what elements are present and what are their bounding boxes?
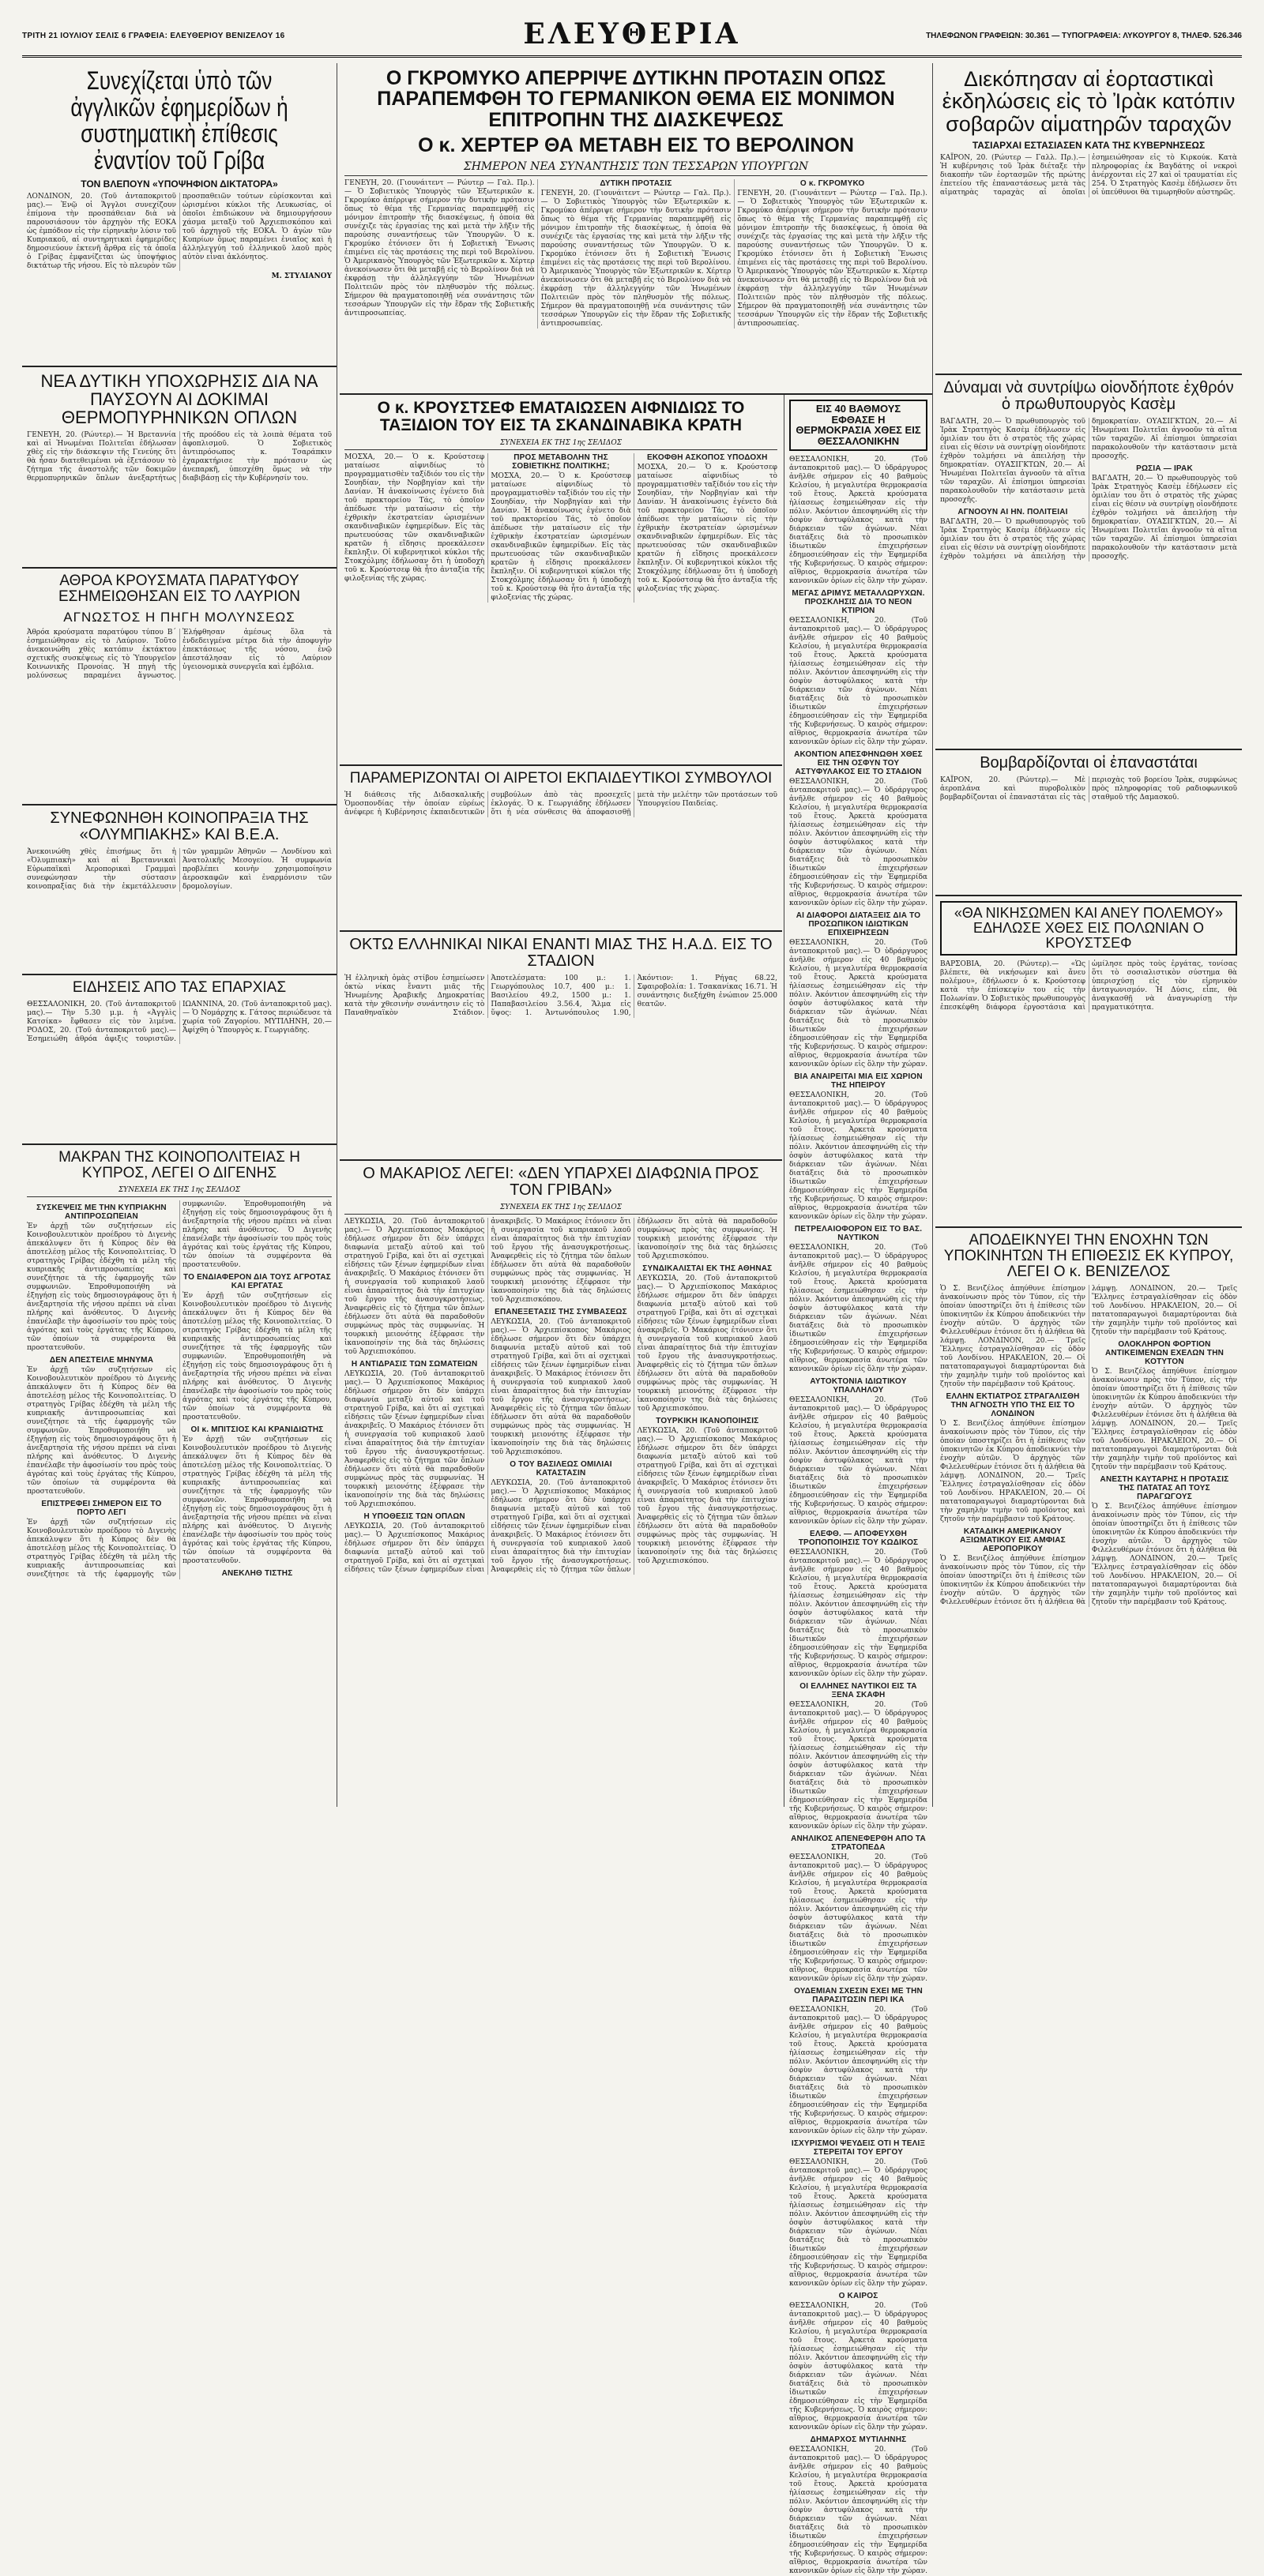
minihead: ΕΠΑΝΕΞΕΤΑΣΙΣ ΤΗΣ ΣΥΜΒΑΣΕΩΣ [495,1308,627,1316]
headline: Ο κ. ΚΡΟΥΣΤΣΕΦ ΕΜΑΤΑΙΩΣΕΝ ΑΙΦΝΙΔΙΩΣ ΤΟ ΤΑΞΙΔΙΟΝ ΤΟΥ ΕΙΣ ΤΑ ΣΚΑΝΔΙΝΑΒΙΚΑ ΚΡΑΤΗ [377,399,745,435]
deck: ΣΥΝΕΧΕΙΑ ΕΚ ΤΗΣ 1ης ΣΕΛΙΔΟΣ [344,1204,777,1215]
body-text: ΘΕΣΣΑΛΟΝΙΚΗ, 20. (Τοῦ ἀνταποκριτοῦ μας).— Ὁ ὑδράργυρος ἀνῆλθε σήμερον εἰς 40 βαθμοὺς Κελσίου, ἡ μεγαλυτέρα θερμοκρασία τοῦ ἔτους. Ἀρκετὰ κρούσματα ἡλίασεως ἐσημειώθησαν εἰς τὴν πόλιν. Ἀκόντιον ἀπεσφηνώθη εἰς τὴν ὀσφὺν ἀστυφύλακος κατὰ τὴν διάρκειαν τῶν ἀγώνων. Νέαι διατάξεις διὰ τὸ προσωπικὸν ἰδιωτικῶν ἐπιχειρήσεων ἐδημοσιεύθησαν εἰς τὴν Ἐφημερίδα τῆς Κυβερνήσεως. Ὁ καιρὸς σήμερον: αἴθριος, θερμοκρασία ἀνωτέρα τῶν κανονικῶν ὁρίων εἰς ὅλην τὴν χώραν. [789,2157,927,2288]
body-text: ΘΕΣΣΑΛΟΝΙΚΗ, 20. (Τοῦ ἀνταποκριτοῦ μας).— Ὁ ὑδράργυρος ἀνῆλθε σήμερον εἰς 40 βαθμοὺς Κελσίου, ἡ μεγαλυτέρα θερμοκρασία τοῦ ἔτους. Ἀρκετὰ κρούσματα ἡλίασεως ἐσημειώθησαν εἰς τὴν πόλιν. Ἀκόντιον ἀπεσφηνώθη εἰς τὴν ὀσφὺν ἀστυφύλακος κατὰ τὴν διάρκειαν τῶν ἀγώνων. Νέαι διατάξεις διὰ τὸ προσωπικὸν ἰδιωτικῶν ἐπιχειρήσεων ἐδημοσιεύθησαν εἰς τὴν Ἐφημερίδα τῆς Κυβερνήσεως. Ὁ καιρὸς σήμερον: αἴθριος, θερμοκρασία ἀνωτέρα τῶν κανονικῶν ὁρίων εἰς ὅλην τὴν χώραν. [789,2005,927,2135]
minihead: ΕΚΟΦΘΗ ΑΣΚΟΠΟΣ ΥΠΟΔΟΧΗ [647,453,768,463]
headline: Βομβαρδίζονται οἱ ἐπαναστάται [980,754,1198,772]
body-text: Ὁ Σ. Βενιζέλος ἀπηύθυνε ἐπίσημον ἀνακοίνωσιν πρὸς τὸν Τύπον, εἰς τὴν ὁποίαν ὑποστηρίζει ὅτι ἡ ἐπίθεσις τῶν ὑποκινητῶν ἐκ Κύπρου ἀποδεικνύει τὴν ἐνοχὴν αὐτῶν. Ὁ ἀρχηγὸς τῶν Φιλελευθέρων ἐτόνισε ὅτι ἡ ἀλήθεια θὰ λάμψῃ. ΛΟΝΔΙΝΟΝ, 20.— Τρεῖς Ἕλληνες ἐστραγαλίσθησαν εἰς ὁδὸν τοῦ Λονδίνου. ΗΡΑΚΛΕΙΟΝ, 20.— Οἱ πατατοπαραγωγοὶ διαμαρτύρονται διὰ τὴν χαμηλὴν τιμὴν τοῦ προϊόντος καὶ ζητοῦν τὴν παρέμβασιν τοῦ Κράτους. [940,1284,1085,1388]
body-text: Ἐν ἀρχῇ τῶν συζητήσεων εἰς Κοινοβουλευτικὸν προέδρου τὸ Διγενὴς ἀπεκάλυψεν ὅτι ἡ Κύπρος δὲν θὰ ἀποτελέσῃ μέλος τῆς Κοινοπολιτείας. Ὁ στρατηγὸς Γρίβας ἐδέχθη τὰ μέλη τῆς κυπριακῆς ἀντιπροσωπείας καὶ συνεζήτησε τὰ τῆς ἐφαρμογῆς τῶν συμφωνιῶν. Ἐπροθυμοποιήθη νὰ ἐξηγήσῃ εἰς τοὺς δημοσιογράφους ὅτι ἡ ἀνεξαρτησία τῆς νήσου πρέπει νὰ εἶναι πλήρης καὶ ἀνόθευτος. Ὁ Διγενὴς ἐπανέλαβε τὴν ἀφοσίωσίν του πρὸς τοὺς ἀγρότας καὶ τοὺς ἐργάτας τῆς Κύπρου, τῶν ὁποίων τὰ συμφέροντα θὰ προστατευθοῦν. [182,1291,332,1421]
minihead: Ο ΚΑΙΡΟΣ [838,2291,878,2300]
article-digenis [22,1145,337,1807]
minihead: ΤΟΥΡΚΙΚΗ ΙΚΑΝΟΠΟΙΗΣΙΣ [656,1417,759,1425]
article-body [344,453,777,603]
article-body: ΘΕΣΣΑΛΟΝΙΚΗ, 20. (Τοῦ ἀνταποκριτοῦ μας).— Τὴν 5.30 μ.μ. ἡ «Ἀγγλὶς Κατσίκα» ἔφθασεν εἰς τὸν λιμένα. ΡΟΔΟΣ, 20. (Τοῦ ἀνταποκριτοῦ μας).— Ἐσημειώθη ἀθρόα ἀφιξις τουριστῶν. ΙΩΑΝΝΙΝΑ, 20. (Τοῦ ἀνταποκριτοῦ μας).— Ὁ Νομάρχης κ. Γάτσος περιώδευσε τὰ χωρία τοῦ Ζαγορίου. ΜΥΤΙΛΗΝΗ, 20.— Ἀφίχθη ὁ Ὑπουργὸς κ. Γεωργιάδης. [27,1000,332,1043]
body-text: ΜΟΣΧΑ, 20.— Ὁ κ. Κρούστσεφ ματαίωσε αἰφνιδίως τὸ προγραμματισθὲν ταξίδιόν του εἰς τὴν Σουηδίαν, τὴν Νορβηγίαν καὶ τὴν Δανίαν. Ἡ ἀνακοίνωσις ἐγένετο διὰ τοῦ πρακτορείου Τάς, τὸ ὁποῖον ἀπέδωσε τὴν ματαίωσιν εἰς τὴν ἐχθρικὴν ἐκστρατείαν ὡρισμένων σκανδιναβικῶν ἐφημερίδων. Εἰς τὰς πρωτευούσας τῶν σκανδιναβικῶν κρατῶν ἡ εἴδησις προεκάλεσεν ἔκπληξιν. Οἱ κυβερνητικοὶ κύκλοι τῆς Στοκχόλμης ἐδήλωσαν ὅτι ἡ ὑποδοχὴ τοῦ κ. Κρούστσεφ θὰ ἦτο ἀνταξία τῆς φιλοξενίας τῆς χώρας. [344,453,485,584]
body-text: ΘΕΣΣΑΛΟΝΙΚΗ, 20. (Τοῦ ἀνταποκριτοῦ μας).— Ὁ ὑδράργυρος ἀνῆλθε σήμερον εἰς 40 βαθμοὺς Κελσίου, ἡ μεγαλυτέρα θερμοκρασία τοῦ ἔτους. Ἀρκετὰ κρούσματα ἡλίασεως ἐσημειώθησαν εἰς τὴν πόλιν. Ἀκόντιον ἀπεσφηνώθη εἰς τὴν ὀσφὺν ἀστυφύλακος κατὰ τὴν διάρκειαν τῶν ἀγώνων. Νέαι διατάξεις διὰ τὸ προσωπικὸν ἰδιωτικῶν ἐπιχειρήσεων ἐδημοσιεύθησαν εἰς τὴν Ἐφημερίδα τῆς Κυβερνήσεως. Ὁ καιρὸς σήμερον: αἴθριος, θερμοκρασία ἀνωτέρα τῶν κανονικῶν ὁρίων εἰς ὅλην τὴν χώραν. [789,2445,927,2575]
column-right [935,63,1242,1807]
headline: ΜΑΚΡΑΝ ΤΗΣ ΚΟΙΝΟΠΟΛΙΤΕΙΑΣ Η ΚΥΠΡΟΣ, ΛΕΓΕΙ Ο ΔΙΓΕΝΗΣ [58,1149,300,1181]
column-left [22,63,337,1807]
minihead: ΑΚΟΝΤΙΟΝ ΑΠΕΣΦΗΝΩΘΗ ΧΘΕΣ ΕΙΣ ΤΗΝ ΟΣΦΥΝ ΤΟΥ ΑΣΤΥΦΥΛΑΚΟΣ ΕΙΣ ΤΟ ΣΤΑΔΙΟΝ [794,749,923,776]
body-text: ΛΕΥΚΩΣΙΑ, 20. (Τοῦ ἀνταποκριτοῦ μας).— Ὁ Ἀρχιεπίσκοπος Μακάριος ἐδήλωσε σήμερον ὅτι δὲν ὑπάρχει διαφωνία μεταξὺ αὐτοῦ καὶ τοῦ στρατηγοῦ Γρίβα, καὶ ὅτι αἱ σχετικαὶ εἰδήσεις τῶν ξένων ἐφημερίδων εἶναι ἀνακριβεῖς. Ὁ Μακάριος ἐτόνισεν ὅτι ἡ συνεργασία τοῦ κυπριακοῦ λαοῦ εἶναι ἀπαραίτητος διὰ τὴν ἐπιτυχίαν τοῦ ἔργου τῆς ἀνασυγκροτήσεως. Ἀναφερθεὶς εἰς τὸ ζήτημα τῶν ὅπλων ἐδήλωσεν ὅτι αὐτὰ θὰ παραδοθοῦν συμφώνως πρὸς τὰς συμφωνίας. Ἡ τουρκικὴ μειονότης ἐξέφρασε τὴν ἱκανοποίησίν της διὰ τὰς δηλώσεις τοῦ Ἀρχιεπισκόπου. [344,1218,631,1574]
deck: ΣΥΝΕΧΕΙΑ ΕΚ ΤΗΣ 1ης ΣΕΛΙΔΟΣ [27,1186,332,1197]
body-text: ΜΟΣΧΑ, 20.— Ὁ κ. Κρούστσεφ ματαίωσε αἰφνιδίως τὸ προγραμματισθὲν ταξίδιόν του εἰς τὴν Σουηδίαν, τὴν Νορβηγίαν καὶ τὴν Δανίαν. Ἡ ἀνακοίνωσις ἐγένετο διὰ τοῦ πρακτορείου Τάς, τὸ ὁποῖον ἀπέδωσε τὴν ματαίωσιν εἰς τὴν ἐχθρικὴν ἐκστρατείαν ὡρισμένων σκανδιναβικῶν ἐφημερίδων. Εἰς τὰς πρωτευούσας τῶν σκανδιναβικῶν κρατῶν ἡ εἴδησις προεκάλεσεν ἔκπληξιν. Οἱ κυβερνητικοὶ κύκλοι τῆς Στοκχόλμης ἐδήλωσαν ὅτι ἡ ὑποδοχὴ τοῦ κ. Κρούστσεφ θὰ ἦτο ἀνταξία τῆς φιλοξενίας τῆς χώρας. [637,464,777,594]
article-olympic-bea [22,805,337,975]
body-text: Ἐν ἀρχῇ τῶν συζητήσεων εἰς Κοινοβουλευτικὸν προέδρου τὸ Διγενὴς ἀπεκάλυψεν ὅτι ἡ Κύπρος δὲν θὰ ἀποτελέσῃ μέλος τῆς Κοινοπολιτείας. Ὁ στρατηγὸς Γρίβας ἐδέχθη τὰ μέλη τῆς κυπριακῆς ἀντιπροσωπείας καὶ συνεζήτησε τὰ τῆς ἐφαρμογῆς τῶν συμφωνιῶν. Ἐπροθυμοποιήθη νὰ ἐξηγήσῃ εἰς τοὺς δημοσιογράφους ὅτι ἡ ἀνεξαρτησία τῆς νήσου πρέπει νὰ εἶναι πλήρης καὶ ἀνόθευτος. Ὁ Διγενὴς ἐπανέλαβε τὴν ἀφοσίωσίν του πρὸς τοὺς ἀγρότας καὶ τοὺς ἐργάτας τῆς Κύπρου, τῶν ὁποίων τὰ συμφέροντα θὰ προστατευθοῦν. [182,1435,332,1565]
minihead: ΙΣΧΥΡΙΣΜΟΙ ΨΕΥΔΕΙΣ ΟΤΙ Η ΤΕΛΙΞ ΣΤΕΡΕΙΤΑΙ ΤΟΥ ΕΡΓΟΥ [791,2139,926,2157]
newspaper-title: ΕΛΕΥΘΕΡΙΑ [523,17,741,51]
headline: ΝΕΑ ΔΥΤΙΚΗ ΥΠΟΧΩΡΗΣΙΣ ΔΙΑ ΝΑ ΠΑΥΣΟΥΝ ΑΙ ΔΟΚΙΜΑΙ ΘΕΡΜΟΠΥΡΗΝΙΚΩΝ ΟΠΛΩΝ [40,371,318,428]
deck: ΣΥΝΕΧΕΙΑ ΕΚ ΤΗΣ 1ης ΣΕΛΙΔΟΣ [344,439,777,450]
article-body: ΓΕΝΕΥΗ, 20. (Ρώυτερ).— Ἡ Βρεταννία καὶ αἱ Ἡνωμέναι Πολιτεῖαι ἐδήλωσαν χθὲς εἰς τὴν διάσκεψιν τῆς Γενεύης ὅτι θὰ ἦσαν διατεθειμέναι νὰ ἐξετάσουν τὸ ζήτημα τῆς ἀναστολῆς τῶν δοκιμῶν θερμοπυρηνικῶν ὅπλων ἀνεξαρτήτως τῆς προόδου εἰς τὰ λοιπὰ θέματα τοῦ ἀφοπλισμοῦ. Ὁ Σοβιετικὸς ἀντιπρόσωπος κ. Τσαράπκιν ἐχαρακτήρισε τὴν πρότασιν ὡς ἀνεπαρκῆ, ὑπεσχέθη ὅμως νὰ τὴν διαβιβάσῃ εἰς τὴν Κυβέρνησίν του. [27,431,332,483]
minihead: ΣΥΣΚΕΨΕΙΣ ΜΕ ΤΗΝ ΚΥΠΡΙΑΚΗΝ ΑΝΤΙΠΡΟΣΩΠΕΙΑΝ [36,1203,167,1221]
date-line: ΤΡΙΤΗ 21 ΙΟΥΛΙΟΥ ΣΕΛΙΣ 6 ΓΡΑΦΕΙΑ: ΕΛΕΥΘΕΡΙΟΥ ΒΕΝΙΖΕΛΟΥ 16 [22,32,285,40]
body-text: ΛΕΥΚΩΣΙΑ, 20. (Τοῦ ἀνταποκριτοῦ μας).— Ὁ Ἀρχιεπίσκοπος Μακάριος ἐδήλωσε σήμερον ὅτι δὲν ὑπάρχει διαφωνία μεταξὺ αὐτοῦ καὶ τοῦ στρατηγοῦ Γρίβα, καὶ ὅτι αἱ σχετικαὶ εἰδήσεις τῶν ξένων ἐφημερίδων εἶναι ἀνακριβεῖς. Ὁ Μακάριος ἐτόνισεν ὅτι ἡ συνεργασία τοῦ κυπριακοῦ λαοῦ εἶναι ἀπαραίτητος διὰ τὴν ἐπιτυχίαν τοῦ ἔργου τῆς ἀνασυγκροτήσεως. Ἀναφερθεὶς εἰς τὸ ζήτημα τῶν ὅπλων ἐδήλωσεν ὅτι αὐτὰ θὰ παραδοθοῦν συμφώνως πρὸς τὰς συμφωνίας. Ἡ τουρκικὴ μειονότης ἐξέφρασε τὴν ἱκανοποίησίν της διὰ τὰς δηλώσεις τοῦ Ἀρχιεπισκόπου. [491,1218,777,1574]
body-text: ΒΑΓΔΑΤΗ, 20.— Ὁ πρωθυπουργὸς τοῦ Ἰρὰκ Στρατηγὸς Κασὲμ ἐδήλωσεν εἰς ὁμιλίαν του ὅτι ὁ στρατὸς τῆς χώρας εἶναι εἰς θέσιν νὰ συντρίψῃ οἱονδήποτε ἐχθρὸν τολμήσει νὰ ἀπειλήσῃ τὴν δημοκρατίαν. ΟΥΑΣΙΓΚΤΩΝ, 20.— Αἱ Ἡνωμέναι Πολιτεῖαι ἀγνοοῦν τὰ αἴτια τῶν ταραχῶν. Αἱ ἐπίσημοι ὑπηρεσίαι παρακολουθοῦν τὴν κατάστασιν μετὰ προσοχῆς. [940,418,1085,504]
signature: Μ. ΣΤΥΛΙΑΝΟΥ [271,272,332,281]
headline: Ο ΜΑΚΑΡΙΟΣ ΛΕΓΕΙ: «ΔΕΝ ΥΠΑΡΧΕΙ ΔΙΑΦΩΝΙΑ ΠΡΟΣ ΤΟΝ ΓΡΙΒΑΝ» [363,1165,759,1199]
minihead: ΑΝΗΛΙΚΟΣ ΑΠΕΝΕΦΕΡΘΗ ΑΠΟ ΤΑ ΣΤΡΑΤΟΠΕΔΑ [791,1834,926,1852]
body-text: ΘΕΣΣΑΛΟΝΙΚΗ, 20. (Τοῦ ἀνταποκριτοῦ μας).— Ὁ ὑδράργυρος ἀνῆλθε σήμερον εἰς 40 βαθμοὺς Κελσίου, ἡ μεγαλυτέρα θερμοκρασία τοῦ ἔτους. Ἀρκετὰ κρούσματα ἡλίασεως ἐσημειώθησαν εἰς τὴν πόλιν. Ἀκόντιον ἀπεσφηνώθη εἰς τὴν ὀσφὺν ἀστυφύλακος κατὰ τὴν διάρκειαν τῶν ἀγώνων. Νέαι διατάξεις διὰ τὸ προσωπικὸν ἰδιωτικῶν ἐπιχειρήσεων ἐδημοσιεύθησαν εἰς τὴν Ἐφημερίδα τῆς Κυβερνήσεως. Ὁ καιρὸς σήμερον: αἴθριος, θερμοκρασία ἀνωτέρα τῶν κανονικῶν ὁρίων εἰς ὅλην τὴν χώραν. [789,777,927,907]
body-text: ΛΕΥΚΩΣΙΑ, 20. (Τοῦ ἀνταποκριτοῦ μας).— Ὁ Ἀρχιεπίσκοπος Μακάριος ἐδήλωσε σήμερον ὅτι δὲν ὑπάρχει διαφωνία μεταξὺ αὐτοῦ καὶ τοῦ στρατηγοῦ Γρίβα, καὶ ὅτι αἱ σχετικαὶ εἰδήσεις τῶν ξένων ἐφημερίδων εἶναι ἀνακριβεῖς. Ὁ Μακάριος ἐτόνισεν ὅτι ἡ συνεργασία τοῦ κυπριακοῦ λαοῦ εἶναι ἀπαραίτητος διὰ τὴν ἐπιτυχίαν τοῦ ἔργου τῆς ἀνασυγκροτήσεως. Ἀναφερθεὶς εἰς τὸ ζήτημα τῶν ὅπλων ἐδήλωσεν ὅτι αὐτὰ θὰ παραδοθοῦν συμφώνως πρὸς τὰς συμφωνίας. Ἡ τουρκικὴ μειονότης ἐξέφρασε τὴν ἱκανοποίησίν της διὰ τὰς δηλώσεις τοῦ Ἀρχιεπισκόπου. [637,1427,777,1565]
minihead: ΟΙ κ. ΜΠΙΤΣΙΟΣ ΚΑΙ ΚΡΑΝΙΔΙΩΤΗΣ [190,1425,324,1434]
article-khrushchev-trip [340,395,782,766]
article-education-councils [340,766,782,932]
body-text: Ἐν ἀρχῇ τῶν συζητήσεων εἰς Κοινοβουλευτικὸν προέδρου τὸ Διγενὴς ἀπεκάλυψεν ὅτι ἡ Κύπρος δὲν θὰ ἀποτελέσῃ μέλος τῆς Κοινοπολιτείας. Ὁ στρατηγὸς Γρίβας ἐδέχθη τὰ μέλη τῆς κυπριακῆς ἀντιπροσωπείας καὶ συνεζήτησε τὰ τῆς ἐφαρμογῆς τῶν συμφωνιῶν. Ἐπροθυμοποιήθη νὰ ἐξηγήσῃ εἰς τοὺς δημοσιογράφους ὅτι ἡ ἀνεξαρτησία τῆς νήσου πρέπει νὰ εἶναι πλήρης καὶ ἀνόθευτος. Ὁ Διγενὴς ἐπανέλαβε τὴν ἀφοσίωσίν του πρὸς τοὺς ἀγρότας καὶ τοὺς ἐργάτας τῆς Κύπρου, τῶν ὁποίων τὰ συμφέροντα θὰ προστατευθοῦν. [27,1200,332,1579]
article-provinces [22,975,337,1145]
article-body: Ἡ διάθεσις τῆς Διδασκαλικῆς Ὁμοσπονδίας τὴν ὁποίαν εὐρέως ἀνέφερε ἡ Κυβέρνησις ἐκπαιδευτικῶν συμβούλων ἀπὸ τὰς προσεχεῖς ἐκλογάς. Ὁ κ. Γεωργιάδης ἐδήλωσεν ὅτι ἡ νέα σύνθεσις θὰ ἀποφασισθῇ μετὰ τὴν μελέτην τῶν προτάσεων τοῦ Ὑπουργείου Παιδείας. [344,790,777,817]
minihead: ΕΛΕΦΘ. — ΑΠΟΦΕΥΧΘΗ ΤΡΟΠΟΠΟΙΗΣΙΣ ΤΟΥ ΚΩΔΙΚΟΣ [798,1529,919,1547]
article-body: ΚΑΪΡΟΝ, 20. (Ρώυτερ — Γαλλ. Πρ.).— Ἡ κυβέρνησις τοῦ Ἰρὰκ διέταξε τὴν διακοπὴν τῶν ἑορτασμῶν τῆς πρώτης ἐπετείου τῆς ἐπαναστάσεως μετὰ τὰς αἱματηρὰς ταραχὰς αἱ ὁποῖαι ἐσημειώθησαν εἰς τὸ Κιρκούκ. Κατὰ πληροφορίας ἐκ Βαγδάτης οἱ νεκροὶ ἀνέρχονται εἰς 27 καὶ οἱ τραυματίαι εἰς 254. Ὁ Στρατηγὸς Κασὲμ ἐδήλωσεν ὅτι οἱ ὑπεύθυνοι θὰ τιμωρηθοῦν αὐστηρῶς. [940,154,1237,197]
body-text: Ὁ Σ. Βενιζέλος ἀπηύθυνε ἐπίσημον ἀνακοίνωσιν πρὸς τὸν Τύπον, εἰς τὴν ὁποίαν ὑποστηρίζει ὅτι ἡ ἐπίθεσις τῶν ὑποκινητῶν ἐκ Κύπρου ἀποδεικνύει τὴν ἐνοχὴν αὐτῶν. Ὁ ἀρχηγὸς τῶν Φιλελευθέρων ἐτόνισε ὅτι ἡ ἀλήθεια θὰ λάμψῃ. ΛΟΝΔΙΝΟΝ, 20.— Τρεῖς Ἕλληνες ἐστραγαλίσθησαν εἰς ὁδὸν τοῦ Λονδίνου. ΗΡΑΚΛΕΙΟΝ, 20.— Οἱ πατατοπαραγωγοὶ διαμαρτύρονται διὰ τὴν χαμηλὴν τιμὴν τοῦ προϊόντος καὶ ζητοῦν τὴν παρέμβασιν τοῦ Κράτους. [1092,1502,1237,1606]
minihead: ΟΙ ΕΛΛΗΝΕΣ ΝΑΥΤΙΚΟΙ ΕΙΣ ΤΑ ΞΕΝΑ ΣΚΑΦΗ [799,1681,917,1699]
headline: «ΘΑ ΝΙΚΗΣΩΜΕΝ ΚΑΙ ΑΝΕΥ ΠΟΛΕΜΟΥ» ΕΔΗΛΩΣΕ ΧΘΕΣ ΕΙΣ ΠΟΛΩΝΙΑΝ Ο ΚΡΟΥΣΤΣΕΦ [940,901,1237,956]
minihead: Η ΑΝΤΙΔΡΑΣΙΣ ΤΩΝ ΣΩΜΑΤΕΙΩΝ [351,1360,478,1369]
body-text: ΘΕΣΣΑΛΟΝΙΚΗ, 20. (Τοῦ ἀνταποκριτοῦ μας).— Ὁ ὑδράργυρος ἀνῆλθε σήμερον εἰς 40 βαθμοὺς Κελσίου, ἡ μεγαλυτέρα θερμοκρασία τοῦ ἔτους. Ἀρκετὰ κρούσματα ἡλίασεως ἐσημειώθησαν εἰς τὴν πόλιν. Ἀκόντιον ἀπεσφηνώθη εἰς τὴν ὀσφὺν ἀστυφύλακος κατὰ τὴν διάρκειαν τῶν ἀγώνων. Νέαι διατάξεις διὰ τὸ προσωπικὸν ἰδιωτικῶν ἐπιχειρήσεων ἐδημοσιεύθησαν εἰς τὴν Ἐφημερίδα τῆς Κυβερνήσεως. Ὁ καιρὸς σήμερον: αἴθριος, θερμοκρασία ἀνωτέρα τῶν κανονικῶν ὁρίων εἰς ὅλην τὴν χώραν. [789,1548,927,1678]
body-text: ΘΕΣΣΑΛΟΝΙΚΗ, 20. (Τοῦ ἀνταποκριτοῦ μας).— Ὁ ὑδράργυρος ἀνῆλθε σήμερον εἰς 40 βαθμοὺς Κελσίου, ἡ μεγαλυτέρα θερμοκρασία τοῦ ἔτους. Ἀρκετὰ κρούσματα ἡλίασεως ἐσημειώθησαν εἰς τὴν πόλιν. Ἀκόντιον ἀπεσφηνώθη εἰς τὴν ὀσφὺν ἀστυφύλακος κατὰ τὴν διάρκειαν τῶν ἀγώνων. Νέαι διατάξεις διὰ τὸ προσωπικὸν ἰδιωτικῶν ἐπιχειρήσεων ἐδημοσιεύθησαν εἰς τὴν Ἐφημερίδα τῆς Κυβερνήσεως. Ὁ καιρὸς σήμερον: αἴθριος, θερμοκρασία ἀνωτέρα τῶν κανονικῶν ὁρίων εἰς ὅλην τὴν χώραν. [789,455,927,585]
body-text: ΘΕΣΣΑΛΟΝΙΚΗ, 20. (Τοῦ ἀνταποκριτοῦ μας).— Ὁ ὑδράργυρος ἀνῆλθε σήμερον εἰς 40 βαθμοὺς Κελσίου, ἡ μεγαλυτέρα θερμοκρασία τοῦ ἔτους. Ἀρκετὰ κρούσματα ἡλίασεως ἐσημειώθησαν εἰς τὴν πόλιν. Ἀκόντιον ἀπεσφηνώθη εἰς τὴν ὀσφὺν ἀστυφύλακος κατὰ τὴν διάρκειαν τῶν ἀγώνων. Νέαι διατάξεις διὰ τὸ προσωπικὸν ἰδιωτικῶν ἐπιχειρήσεων ἐδημοσιεύθησαν εἰς τὴν Ἐφημερίδα τῆς Κυβερνήσεως. Ὁ καιρὸς σήμερον: αἴθριος, θερμοκρασία ἀνωτέρα τῶν κανονικῶν ὁρίων εἰς ὅλην τὴν χώραν. [789,1853,927,1983]
article-body [27,1200,332,1579]
column-center [340,63,933,2575]
minihead: ΟΥΔΕΜΙΑΝ ΣΧΕΣΙΝ ΕΧΕΙ ΜΕ ΤΗΝ ΠΑΡΑΣΙΤΩΣΙΝ ΠΕΡΙ ΙΚΑ [794,1986,923,2004]
article-body: ΚΑΪΡΟΝ, 20. (Ρώυτερ).— Μὲ ἀεροπλάνα καὶ πυροβολικὸν βομβαρδίζονται οἱ ἐπαναστάται εἰς τὰς περιοχὰς τοῦ βορείου Ἰρὰκ, συμφώνως πρὸς πληροφορίας τοῦ ραδιοφωνικοῦ σταθμοῦ τῆς Δαμασκοῦ. [940,776,1237,802]
body-text: ΛΕΥΚΩΣΙΑ, 20. (Τοῦ ἀνταποκριτοῦ μας).— Ὁ Ἀρχιεπίσκοπος Μακάριος ἐδήλωσε σήμερον ὅτι δὲν ὑπάρχει διαφωνία μεταξὺ αὐτοῦ καὶ τοῦ στρατηγοῦ Γρίβα, καὶ ὅτι αἱ σχετικαὶ εἰδήσεις τῶν ξένων ἐφημερίδων εἶναι ἀνακριβεῖς. Ὁ Μακάριος ἐτόνισεν ὅτι ἡ συνεργασία τοῦ κυπριακοῦ λαοῦ εἶναι ἀπαραίτητος διὰ τὴν ἐπιτυχίαν τοῦ ἔργου τῆς ἀνασυγκροτήσεως. Ἀναφερθεὶς εἰς τὸ ζήτημα τῶν ὅπλων ἐδήλωσεν ὅτι αὐτὰ θὰ παραδοθοῦν συμφώνως πρὸς τὰς συμφωνίας. Ἡ τουρκικὴ μειονότης ἐξέφρασε τὴν ἱκανοποίησίν της διὰ τὰς δηλώσεις τοῦ Ἀρχιεπισκόπου. [344,1370,485,1508]
headline: ΣΥΝΕΦΩΝΗΘΗ ΚΟΙΝΟΠΡΑΞΙΑ ΤΗΣ «ΟΛΥΜΠΙΑΚΗΣ» ΚΑΙ Β.Ε.Α. [50,809,309,843]
body-text: Ὁ Σ. Βενιζέλος ἀπηύθυνε ἐπίσημον ἀνακοίνωσιν πρὸς τὸν Τύπον, εἰς τὴν ὁποίαν ὑποστηρίζει ὅτι ἡ ἐπίθεσις τῶν ὑποκινητῶν ἐκ Κύπρου ἀποδεικνύει τὴν ἐνοχὴν αὐτῶν. Ὁ ἀρχηγὸς τῶν Φιλελευθέρων ἐτόνισε ὅτι ἡ ἀλήθεια θὰ λάμψῃ. ΛΟΝΔΙΝΟΝ, 20.— Τρεῖς Ἕλληνες ἐστραγαλίσθησαν εἰς ὁδὸν τοῦ Λονδίνου. ΗΡΑΚΛΕΙΟΝ, 20.— Οἱ πατατοπαραγωγοὶ διαμαρτύρονται διὰ τὴν χαμηλὴν τιμὴν τοῦ προϊόντος καὶ ζητοῦν τὴν παρέμβασιν τοῦ Κράτους. [940,1284,1237,1606]
headline: ΑΘΡΟΑ ΚΡΟΥΣΜΑΤΑ ΠΑΡΑΤΥΦΟΥ ΕΣΗΜΕΙΩΘΗΣΑΝ ΕΙΣ ΤΟ ΛΑΥΡΙΟΝ [58,573,301,605]
article-venizelos [935,1228,1242,1807]
headline-secondary: Ο κ. ΧΕΡΤΕΡ ΘΑ ΜΕΤΑΒΗ ΕΙΣ ΤΟ ΒΕΡΟΛΙΝΟΝ [418,133,854,156]
minihead: ΣΥΝΔΙΚΑΛΙΣΤΑΙ ΕΚ ΤΗΣ ΑΘΗΝΑΣ [642,1264,773,1273]
headline: ΕΙΣ 40 ΒΑΘΜΟΥΣ ΕΦΘΑΣΕ Η ΘΕΡΜΟΚΡΑΣΙΑ ΧΘΕΣ ΕΙΣ ΘΕΣΣΑΛΟΝΙΚΗΝ [789,400,927,451]
body-text: ΓΕΝΕΥΗ, 20. (Γιουνάιτεντ — Ρώυτερ — Γαλ. Πρ.).— Ὁ Σοβιετικὸς Ὑπουργὸς τῶν Ἐξωτερικῶν κ. Γκρομύκο ἀπέρριψε σήμερον τὴν δυτικὴν πρότασιν ὅπως τὸ θέμα τῆς Γερμανίας παραπεμφθῇ εἰς μόνιμον ἐπιτροπὴν τῆς διασκέψεως, ἡ ὁποία θὰ συνέχιζε τὰς ἐργασίας της καὶ μετὰ τὴν λῆξιν τῆς παρούσης συναντήσεως τῶν Ὑπουργῶν. Ὁ κ. Γκρομύκο ἐτόνισεν ὅτι ἡ Σοβιετικὴ Ἕνωσις ἐπιμένει εἰς τὰς προτάσεις της περὶ τοῦ Βερολίνου. Ὁ Ἀμερικανὸς Ὑπουργὸς τῶν Ἐξωτερικῶν κ. Χέρτερ ἀνεκοίνωσεν ὅτι θὰ μεταβῇ εἰς τὸ Βερολίνον διὰ νὰ ἐκφράσῃ τὴν ἀλληλεγγύην τῶν Ἡνωμένων Πολιτειῶν πρὸς τὸν πληθυσμὸν τῆς πόλεως. Σήμερον θὰ πραγματοποιηθῇ νέα συνάντησις τῶν τεσσάρων Ὑπουργῶν εἰς τὴν ἕδραν τῆς Σοβιετικῆς ἀντιπροσωπείας. [344,179,535,317]
body-text: ΛΕΥΚΩΣΙΑ, 20. (Τοῦ ἀνταποκριτοῦ μας).— Ὁ Ἀρχιεπίσκοπος Μακάριος ἐδήλωσε σήμερον ὅτι δὲν ὑπάρχει διαφωνία μεταξὺ αὐτοῦ καὶ τοῦ στρατηγοῦ Γρίβα, καὶ ὅτι αἱ σχετικαὶ εἰδήσεις τῶν ξένων ἐφημερίδων εἶναι ἀνακριβεῖς. Ὁ Μακάριος ἐτόνισεν ὅτι ἡ συνεργασία τοῦ κυπριακοῦ λαοῦ εἶναι ἀπαραίτητος διὰ τὴν ἐπιτυχίαν τοῦ ἔργου τῆς ἀνασυγκροτήσεως. Ἀναφερθεὶς εἰς τὸ ζήτημα τῶν ὅπλων ἐδήλωσεν ὅτι αὐτὰ θὰ παραδοθοῦν συμφώνως πρὸς τὰς συμφωνίας. Ἡ τουρκικὴ μειονότης ἐξέφρασε τὴν ἱκανοποίησίν της διὰ τὰς δηλώσεις τοῦ Ἀρχιεπισκόπου. [637,1275,777,1413]
minihead: Ο ΤΟΥ ΒΑΣΙΛΕΩΣ ΟΜΙΛΙΑΙ ΚΑΤΑΣΤΑΣΙΝ [510,1460,612,1478]
body-text: Ὁ Σ. Βενιζέλος ἀπηύθυνε ἐπίσημον ἀνακοίνωσιν πρὸς τὸν Τύπον, εἰς τὴν ὁποίαν ὑποστηρίζει ὅτι ἡ ἐπίθεσις τῶν ὑποκινητῶν ἐκ Κύπρου ἀποδεικνύει τὴν ἐνοχὴν αὐτῶν. Ὁ ἀρχηγὸς τῶν Φιλελευθέρων ἐτόνισε ὅτι ἡ ἀλήθεια θὰ λάμψῃ. ΛΟΝΔΙΝΟΝ, 20.— Τρεῖς Ἕλληνες ἐστραγαλίσθησαν εἰς ὁδὸν τοῦ Λονδίνου. ΗΡΑΚΛΕΙΟΝ, 20.— Οἱ πατατοπαραγωγοὶ διαμαρτύρονται διὰ τὴν χαμηλὴν τιμὴν τοῦ προϊόντος καὶ ζητοῦν τὴν παρέμβασιν τοῦ Κράτους. [940,1419,1085,1523]
body-text: ΘΕΣΣΑΛΟΝΙΚΗ, 20. (Τοῦ ἀνταποκριτοῦ μας).— Ὁ ὑδράργυρος ἀνῆλθε σήμερον εἰς 40 βαθμοὺς Κελσίου, ἡ μεγαλυτέρα θερμοκρασία τοῦ ἔτους. Ἀρκετὰ κρούσματα ἡλίασεως ἐσημειώθησαν εἰς τὴν πόλιν. Ἀκόντιον ἀπεσφηνώθη εἰς τὴν ὀσφὺν ἀστυφύλακος κατὰ τὴν διάρκειαν τῶν ἀγώνων. Νέαι διατάξεις διὰ τὸ προσωπικὸν ἰδιωτικῶν ἐπιχειρήσεων ἐδημοσιεύθησαν εἰς τὴν Ἐφημερίδα τῆς Κυβερνήσεως. Ὁ καιρὸς σήμερον: αἴθριος, θερμοκρασία ἀνωτέρα τῶν κανονικῶν ὁρίων εἰς ὅλην τὴν χώραν. [789,1395,927,1526]
body-text: ΘΕΣΣΑΛΟΝΙΚΗ, 20. (Τοῦ ἀνταποκριτοῦ μας).— Ὁ ὑδράργυρος ἀνῆλθε σήμερον εἰς 40 βαθμοὺς Κελσίου, ἡ μεγαλυτέρα θερμοκρασία τοῦ ἔτους. Ἀρκετὰ κρούσματα ἡλίασεως ἐσημειώθησαν εἰς τὴν πόλιν. Ἀκόντιον ἀπεσφηνώθη εἰς τὴν ὀσφὺν ἀστυφύλακος κατὰ τὴν διάρκειαν τῶν ἀγώνων. Νέαι διατάξεις διὰ τὸ προσωπικὸν ἰδιωτικῶν ἐπιχειρήσεων ἐδημοσιεύθησαν εἰς τὴν Ἐφημερίδα τῆς Κυβερνήσεως. Ὁ καιρὸς σήμερον: αἴθριος, θερμοκρασία ἀνωτέρα τῶν κανονικῶν ὁρίων εἰς ὅλην τὴν χώραν. [789,1243,927,1373]
contact-line: ΤΗΛΕΦΩΝΟΝ ΓΡΑΦΕΙΩΝ: 30.361 — ΤΥΠΟΓΡΑΦΕΙΑ: ΛΥΚΟΥΡΓΟΥ 8, ΤΗΛΕΦ. 526.346 [926,32,1242,40]
minihead: ΜΕΓΑΣ ΔΡΙΜΥΣ ΜΕΤΑΛΛΩΡΥΧΩΝ. ΠΡΟΣΚΛΗΣΙΣ ΔΙΑ ΤΟ ΝΕΟΝ ΚΤΙΡΙΟΝ [792,588,925,615]
article-win-without-war [935,896,1242,1228]
article-track-field [340,932,782,1161]
minihead: ΑΙ ΔΙΑΦΟΡΟΙ ΔΙΑΤΑΞΕΙΣ ΔΙΑ ΤΟ ΠΡΟΣΩΠΙΚΟΝ ΙΔΙΩΤΙΚΩΝ ΕΠΙΧΕΙΡΗΣΕΩΝ [796,911,921,937]
body-text: Ἐν ἀρχῇ τῶν συζητήσεων εἰς Κοινοβουλευτικὸν προέδρου τὸ Διγενὴς ἀπεκάλυψεν ὅτι ἡ Κύπρος δὲν θὰ ἀποτελέσῃ μέλος τῆς Κοινοπολιτείας. Ὁ στρατηγὸς Γρίβας ἐδέχθη τὰ μέλη τῆς κυπριακῆς ἀντιπροσωπείας καὶ συνεζήτησε τὰ τῆς ἐφαρμογῆς τῶν συμφωνιῶν. Ἐπροθυμοποιήθη νὰ ἐξηγήσῃ εἰς τοὺς δημοσιογράφους ὅτι ἡ ἀνεξαρτησία τῆς νήσου πρέπει νὰ εἶναι πλήρης καὶ ἀνόθευτος. Ὁ Διγενὴς ἐπανέλαβε τὴν ἀφοσίωσίν του πρὸς τοὺς ἀγρότας καὶ τοὺς ἐργάτας τῆς Κύπρου, τῶν ὁποίων τὰ συμφέροντα θὰ προστατευθοῦν. [27,1222,176,1352]
deck: ΣΗΜΕΡΟΝ ΝΕΑ ΣΥΝΑΝΤΗΣΙΣ ΤΩΝ ΤΕΣΣΑΡΩΝ ΥΠΟΥΡΓΩΝ [344,160,927,176]
minihead: ΚΑΤΑΔΙΚΗ ΑΜΕΡΙΚΑΝΟΥ ΑΞΙΩΜΑΤΙΚΟΥ ΕΙΣ ΑΜΦΙΑΣ ΑΕΡΟΠΟΡΙΚΟΥ [960,1526,1066,1553]
article-paratyphoid [22,569,337,805]
article-body: Ἀνεκοινώθη χθὲς ἐπισήμως ὅτι ἡ «Ὀλυμπιακὴ» καὶ αἱ Βρεταννικαὶ Εὐρωπαϊκαὶ Ἀεροπορικαὶ Γραμμαὶ συνεφώνησαν τὴν σύστασιν κοινοπραξίας διὰ τὴν ἐκμετάλλευσιν τῶν γραμμῶν Ἀθηνῶν — Λονδίνου καὶ Ἀνατολικῆς Μεσογείου. Ἡ συμφωνία προβλέπει κοινὴν χρησιμοποίησιν ἀεροσκαφῶν καὶ ἐναρμόνισιν τῶν δρομολογίων. [27,848,332,891]
article-iraq-riots [935,63,1242,375]
censored-tag: ΑΝΕΚΛΗΘ ΤΙΣΤΗΣ [221,1568,293,1578]
minihead: ΠΕΤΡΕΛΑΙΟΦΟΡΟΝ ΕΙΣ ΤΟ ΒΑΣ. ΝΑΥΤΙΚΟΝ [794,1224,923,1242]
headline: Συνεχίζεται ὑπὸ τῶν ἀγγλικῶν ἐφημερίδων ἡ συστηματικὴ ἐπίθεσις ἐναντίον τοῦ Γρίβα [70,66,288,175]
minihead: ΕΛΛΗΝ ΕΚΤΙΑΤΡΟΣ ΣΤΡΑΓΑΛΙΣΘΗ ΤΗΝ ΑΓΝΟΣΤΗ ΥΠΟ ΤΗΣ ΕΙΣ ΤΟ ΛΟΝΔΙΝΟΝ [946,1391,1080,1418]
subhead: ΑΓΝΩΣΤΟΣ Η ΠΗΓΗ ΜΟΛΥΝΣΕΩΣ [63,609,295,625]
masthead [22,17,1242,58]
body-text: ΘΕΣΣΑΛΟΝΙΚΗ, 20. (Τοῦ ἀνταποκριτοῦ μας).— Ὁ ὑδράργυρος ἀνῆλθε σήμερον εἰς 40 βαθμοὺς Κελσίου, ἡ μεγαλυτέρα θερμοκρασία τοῦ ἔτους. Ἀρκετὰ κρούσματα ἡλίασεως ἐσημειώθησαν εἰς τὴν πόλιν. Ἀκόντιον ἀπεσφηνώθη εἰς τὴν ὀσφὺν ἀστυφύλακος κατὰ τὴν διάρκειαν τῶν ἀγώνων. Νέαι διατάξεις διὰ τὸ προσωπικὸν ἰδιωτικῶν ἐπιχειρήσεων ἐδημοσιεύθησαν εἰς τὴν Ἐφημερίδα τῆς Κυβερνήσεως. Ὁ καιρὸς σήμερον: αἴθριος, θερμοκρασία ἀνωτέρα τῶν κανονικῶν ὁρίων εἰς ὅλην τὴν χώραν. [789,1700,927,1831]
article-makarios [340,1161,782,1807]
article-body [940,418,1237,561]
headline: ΟΚΤΩ ΕΛΛΗΝΙΚΑΙ ΝΙΚΑΙ ΕΝΑΝΤΙ ΜΙΑΣ ΤΗΣ Η.Α.Δ. ΕΙΣ ΤΟ ΣΤΑΔΙΟΝ [349,936,773,970]
article-nuclear-tests [22,367,337,569]
minihead: ΑΝΕΣΤΗ ΚΑΥΤΑΡΗΣ Η ΠΡΟΤΑΣΙΣ ΤΗΣ ΠΑΤΑΤΑΣ ΑΠ ΤΟΥΣ ΠΑΡΑΓΩΓΟΥΣ [1100,1474,1229,1501]
headline: ΕΙΔΗΣΕΙΣ ΑΠΟ ΤΑΣ ΕΠΑΡΧΙΑΣ [72,979,287,996]
body-text: ΘΕΣΣΑΛΟΝΙΚΗ, 20. (Τοῦ ἀνταποκριτοῦ μας).— Ὁ ὑδράργυρος ἀνῆλθε σήμερον εἰς 40 βαθμοὺς Κελσίου, ἡ μεγαλυτέρα θερμοκρασία τοῦ ἔτους. Ἀρκετὰ κρούσματα ἡλίασεως ἐσημειώθησαν εἰς τὴν πόλιν. Ἀκόντιον ἀπεσφηνώθη εἰς τὴν ὀσφὺν ἀστυφύλακος κατὰ τὴν διάρκειαν τῶν ἀγώνων. Νέαι διατάξεις διὰ τὸ προσωπικὸν ἰδιωτικῶν ἐπιχειρήσεων ἐδημοσιεύθησαν εἰς τὴν Ἐφημερίδα τῆς Κυβερνήσεως. Ὁ καιρὸς σήμερον: αἴθριος, θερμοκρασία ἀνωτέρα τῶν κανονικῶν ὁρίων εἰς ὅλην τὴν χώραν. [789,616,927,746]
subhead: ΤΑΣΙΑΡΧΑΙ ΕΣΤΑΣΙΑΣΕΝ ΚΑΤΑ ΤΗΣ ΚΥΒΕΡΝΗΣΕΩΣ [972,140,1206,152]
minihead: ΔΥΤΙΚΗ ΠΡΟΤΑΣΙΣ [600,179,672,188]
body-text: ΒΑΓΔΑΤΗ, 20.— Ὁ πρωθυπουργὸς τοῦ Ἰρὰκ Στρατηγὸς Κασὲμ ἐδήλωσεν εἰς ὁμιλίαν του ὅτι ὁ στρατὸς τῆς χώρας εἶναι εἰς θέσιν νὰ συντρίψῃ οἱονδήποτε ἐχθρὸν τολμήσει νὰ ἀπειλήσῃ τὴν δημοκρατίαν. ΟΥΑΣΙΓΚΤΩΝ, 20.— Αἱ Ἡνωμέναι Πολιτεῖαι ἀγνοοῦν τὰ αἴτια τῶν ταραχῶν. Αἱ ἐπίσημοι ὑπηρεσίαι παρακολουθοῦν τὴν κατάστασιν μετὰ προσοχῆς. [1092,475,1237,561]
article-body [344,1218,777,1575]
minihead: ΒΙΑ ΑΝΑΙΡΕΙΤΑΙ ΜΙΑ ΕΙΣ ΧΩΡΙΟΝ ΤΗΣ ΗΠΕΙΡΟΥ [794,1072,923,1090]
body-text: ΜΟΣΧΑ, 20.— Ὁ κ. Κρούστσεφ ματαίωσε αἰφνιδίως τὸ προγραμματισθὲν ταξίδιόν του εἰς τὴν Σουηδίαν, τὴν Νορβηγίαν καὶ τὴν Δανίαν. Ἡ ἀνακοίνωσις ἐγένετο διὰ τοῦ πρακτορείου Τάς, τὸ ὁποῖον ἀπέδωσε τὴν ματαίωσιν εἰς τὴν ἐχθρικὴν ἐκστρατείαν ὡρισμένων σκανδιναβικῶν ἐφημερίδων. Εἰς τὰς πρωτευούσας τῶν σκανδιναβικῶν κρατῶν ἡ εἴδησις προεκάλεσεν ἔκπληξιν. Οἱ κυβερνητικοὶ κύκλοι τῆς Στοκχόλμης ἐδήλωσαν ὅτι ἡ ὑποδοχὴ τοῦ κ. Κρούστσεφ θὰ ἦτο ἀνταξία τῆς φιλοξενίας τῆς χώρας. [491,472,631,603]
minihead: Ο κ. ΓΚΡΟΜΥΚΟ [799,179,865,188]
article-body: Ἡ ἑλληνικὴ ὁμὰς στίβου ἐσημείωσεν ὀκτὼ νίκας ἔναντι μιᾶς τῆς Ἡνωμένης Ἀραβικῆς Δημοκρατίας κατὰ τὴν χθεσινὴν συνάντησιν εἰς τὸ Παναθηναϊκὸν Στάδιον. Ἀποτελέσματα: 100 μ.: 1. Γεωργόπουλος 10.7, 400 μ.: 1. Βασιλείου 49.2, 1500 μ.: 1. Παπαβασιλείου 3.56.4, Ἅλμα εἰς ὕψος: 1. Ἀντωνόπουλος 1.90, Ἀκόντιον: 1. Ρήγας 68.22, Σφαιροβολία: 1. Τσακανίκας 16.71. Ἡ συνάντησις διεξήχθη ἐνώπιον 25.000 θεατῶν. [344,974,777,1017]
body-text: ΒΑΓΔΑΤΗ, 20.— Ὁ πρωθυπουργὸς τοῦ Ἰρὰκ Στρατηγὸς Κασὲμ ἐδήλωσεν εἰς ὁμιλίαν του ὅτι ὁ στρατὸς τῆς χώρας εἶναι εἰς θέσιν νὰ συντρίψῃ οἱονδήποτε ἐχθρὸν τολμήσει νὰ ἀπειλήσῃ τὴν δημοκρατίαν. ΟΥΑΣΙΓΚΤΩΝ, 20.— Αἱ Ἡνωμέναι Πολιτεῖαι ἀγνοοῦν τὰ αἴτια τῶν ταραχῶν. Αἱ ἐπίσημοι ὑπηρεσίαι παρακολουθοῦν τὴν κατάστασιν μετὰ προσοχῆς. [940,418,1237,561]
headline: Διεκόπησαν αἱ ἑορταστικαὶ ἐκδηλώσεις εἰς τὸ Ἰρὰκ κατόπιν σοβαρῶν αἱματηρῶν ταραχῶν [942,67,1236,136]
body-text: ΓΕΝΕΥΗ, 20. (Γιουνάιτεντ — Ρώυτερ — Γαλ. Πρ.).— Ὁ Σοβιετικὸς Ὑπουργὸς τῶν Ἐξωτερικῶν κ. Γκρομύκο ἀπέρριψε σήμερον τὴν δυτικὴν πρότασιν ὅπως τὸ θέμα τῆς Γερμανίας παραπεμφθῇ εἰς μόνιμον ἐπιτροπὴν τῆς διασκέψεως, ἡ ὁποία θὰ συνέχιζε τὰς ἐργασίας της καὶ μετὰ τὴν λῆξιν τῆς παρούσης συναντήσεως τῶν Ὑπουργῶν. Ὁ κ. Γκρομύκο ἐτόνισεν ὅτι ἡ Σοβιετικὴ Ἕνωσις ἐπιμένει εἰς τὰς προτάσεις της περὶ τοῦ Βερολίνου. Ὁ Ἀμερικανὸς Ὑπουργὸς τῶν Ἐξωτερικῶν κ. Χέρτερ ἀνεκοίνωσεν ὅτι θὰ μεταβῇ εἰς τὸ Βερολίνον διὰ νὰ ἐκφράσῃ τὴν ἀλληλεγγύην τῶν Ἡνωμένων Πολιτειῶν πρὸς τὸν πληθυσμὸν τῆς πόλεως. Σήμερον θὰ πραγματοποιηθῇ νέα συνάντησις τῶν τεσσάρων Ὑπουργῶν εἰς τὴν ἕδραν τῆς Σοβιετικῆς ἀντιπροσωπείας. [737,190,927,328]
article-heatwave [784,395,932,2575]
headline: ΠΑΡΑΜΕΡΙΖΟΝΤΑΙ ΟΙ ΑΙΡΕΤΟΙ ΕΚΠΑΙΔΕΥΤΙΚΟΙ ΣΥΜΒΟΥΛΟΙ [349,770,773,787]
body-text: Ἐν ἀρχῇ τῶν συζητήσεων εἰς Κοινοβουλευτικὸν προέδρου τὸ Διγενὴς ἀπεκάλυψεν ὅτι ἡ Κύπρος δὲν θὰ ἀποτελέσῃ μέλος τῆς Κοινοπολιτείας. Ὁ στρατηγὸς Γρίβας ἐδέχθη τὰ μέλη τῆς κυπριακῆς ἀντιπροσωπείας καὶ συνεζήτησε τὰ τῆς ἐφαρμογῆς τῶν συμφωνιῶν. Ἐπροθυμοποιήθη νὰ ἐξηγήσῃ εἰς τοὺς δημοσιογράφους ὅτι ἡ ἀνεξαρτησία τῆς νήσου πρέπει νὰ εἶναι πλήρης καὶ ἀνόθευτος. Ὁ Διγενὴς ἐπανέλαβε τὴν ἀφοσίωσίν του πρὸς τοὺς ἀγρότας καὶ τοὺς ἐργάτας τῆς Κύπρου, τῶν ὁποίων τὰ συμφέροντα θὰ προστατευθοῦν. [27,1365,176,1496]
article-kassem [935,375,1242,750]
body-text: ΛΕΥΚΩΣΙΑ, 20. (Τοῦ ἀνταποκριτοῦ μας).— Ὁ Ἀρχιεπίσκοπος Μακάριος ἐδήλωσε σήμερον ὅτι δὲν ὑπάρχει διαφωνία μεταξὺ αὐτοῦ καὶ τοῦ στρατηγοῦ Γρίβα, καὶ ὅτι αἱ σχετικαὶ εἰδήσεις τῶν ξένων ἐφημερίδων εἶναι ἀνακριβεῖς. Ὁ Μακάριος ἐτόνισεν ὅτι ἡ συνεργασία τοῦ κυπριακοῦ λαοῦ εἶναι ἀπαραίτητος διὰ τὴν ἐπιτυχίαν τοῦ ἔργου τῆς ἀνασυγκροτήσεως. Ἀναφερθεὶς εἰς τὸ ζήτημα τῶν ὅπλων ἐδήλωσεν ὅτι αὐτὰ θὰ παραδοθοῦν συμφώνως πρὸς τὰς συμφωνίας. Ἡ τουρκικὴ μειονότης ἐξέφρασε τὴν ἱκανοποίησίν της διὰ τὰς δηλώσεις τοῦ Ἀρχιεπισκόπου. [491,1318,631,1456]
minihead: ΟΛΟΚΛΗΡΟΝ ΦΟΡΤΙΟΝ ΑΝΤΙΚΕΙΜΕΝΩΝ ΕΧΕΛΩΝ ΤΗΝ ΚΟΤΥΤΟΝ [1104,1339,1224,1366]
minihead: ΡΩΣΙΑ — ΙΡΑΚ [1136,464,1193,473]
minihead: ΔΗΜΑΡΧΟΣ ΜΥΤΙΛΗΝΗΣ [810,2435,907,2444]
body-text: ΘΕΣΣΑΛΟΝΙΚΗ, 20. (Τοῦ ἀνταποκριτοῦ μας).— Ὁ ὑδράργυρος ἀνῆλθε σήμερον εἰς 40 βαθμοὺς Κελσίου, ἡ μεγαλυτέρα θερμοκρασία τοῦ ἔτους. Ἀρκετὰ κρούσματα ἡλίασεως ἐσημειώθησαν εἰς τὴν πόλιν. Ἀκόντιον ἀπεσφηνώθη εἰς τὴν ὀσφὺν ἀστυφύλακος κατὰ τὴν διάρκειαν τῶν ἀγώνων. Νέαι διατάξεις διὰ τὸ προσωπικὸν ἰδιωτικῶν ἐπιχειρήσεων ἐδημοσιεύθησαν εἰς τὴν Ἐφημερίδα τῆς Κυβερνήσεως. Ὁ καιρὸς σήμερον: αἴθριος, θερμοκρασία ἀνωτέρα τῶν κανονικῶν ὁρίων εἰς ὅλην τὴν χώραν. [789,2301,927,2431]
minihead: ΤΟ ΕΝΔΙΑΦΕΡΟΝ ΔΙΑ ΤΟΥΣ ΑΓΡΟΤΑΣ ΚΑΙ ΕΡΓΑΤΑΣ [183,1272,331,1290]
article-bombardment [935,750,1242,896]
minihead: ΕΠΙΣΤΡΕΦΕΙ ΣΗΜΕΡΟΝ ΕΙΣ ΤΟ ΠΟΡΤΟ ΛΕΓΙ [41,1499,162,1517]
article-body [789,456,927,2576]
headline: Ο ΓΚΡΟΜΥΚΟ ΑΠΕΡΡΙΨΕ ΔΥΤΙΚΗΝ ΠΡΟΤΑΣΙΝ ΟΠΩΣ ΠΑΡΑΠΕΜΦΘΗ ΤΟ ΓΕΡΜΑΝΙΚΟΝ ΘΕΜΑ ΕΙΣ ΜΟΝΙΜΟΝ ΕΠΙΤΡΟΠΗΝ ΤΗΣ ΔΙΑΣΚΕΨΕΩΣ [377,67,895,131]
minihead: ΔΕΝ ΑΠΕΣΤΕΙΛΕ ΜΗΝΥΜΑ [49,1355,154,1365]
headline: Δύναμαι νὰ συντρίψω οἱονδήποτε ἐχθρόν ὁ πρωθυπουργὸς Κασὲμ [943,379,1234,413]
body-text: ΘΕΣΣΑΛΟΝΙΚΗ, 20. (Τοῦ ἀνταποκριτοῦ μας).— Ὁ ὑδράργυρος ἀνῆλθε σήμερον εἰς 40 βαθμοὺς Κελσίου, ἡ μεγαλυτέρα θερμοκρασία τοῦ ἔτους. Ἀρκετὰ κρούσματα ἡλίασεως ἐσημειώθησαν εἰς τὴν πόλιν. Ἀκόντιον ἀπεσφηνώθη εἰς τὴν ὀσφὺν ἀστυφύλακος κατὰ τὴν διάρκειαν τῶν ἀγώνων. Νέαι διατάξεις διὰ τὸ προσωπικὸν ἰδιωτικῶν ἐπιχειρήσεων ἐδημοσιεύθησαν εἰς τὴν Ἐφημερίδα τῆς Κυβερνήσεως. Ὁ καιρὸς σήμερον: αἴθριος, θερμοκρασία ἀνωτέρα τῶν κανονικῶν ὁρίων εἰς ὅλην τὴν χώραν. [789,938,927,1068]
article-body: ΛΟΝΔΙΝΟΝ, 20. (Τοῦ ἀνταποκριτοῦ μας).— Ἐνῷ οἱ Ἄγγλοι συνεχίζουν ἐπίμονα τὴν προσπάθειαν διὰ νὰ παρουσιάσουν τὸν ἀρχηγὸν τῆς ΕΟΚΑ ὡς ἐμπόδιον εἰς τὴν εἰρηνικὴν λύσιν τοῦ Κυπριακοῦ, αἱ συντηρητικαὶ ἐφημερίδες δημοσιεύουν ἐκτενῆ ἄρθρα εἰς τὰ ὁποῖα ὁ Γρίβας ἐμφανίζεται ὡς ὑποψήφιος δικτάτωρ τῆς νήσου. Εἰς τὸ πλευρὸν τῶν προσπαθειῶν τούτων εὑρίσκονται καὶ ὡρισμένοι κύκλοι τῆς Λευκωσίας, οἱ ὁποῖοι ἐπιδιώκουν νὰ δημιουργήσουν χάσμα μεταξὺ τοῦ Ἀρχιεπισκόπου καὶ τοῦ ἀρχηγοῦ τῆς ΕΟΚΑ. Ὁ ἀγὼν τῶν Κυπρίων ὅμως παραμένει ἑνιαῖος καὶ ἡ ἀλληλεγγύη τοῦ ἑλληνικοῦ λαοῦ πρὸς αὐτὸν εἶναι ἀκλόνητος. [27,193,332,271]
headline: ΑΠΟΔΕΙΚΝΥΕΙ ΤΗΝ ΕΝΟΧΗΝ ΤΩΝ ΥΠΟΚΙΝΗΤΩΝ ΤΗ ΕΠΙΘΕΣΙΣ ΕΚ ΚΥΠΡΟΥ, ΛΕΓΕΙ Ο κ. ΒΕΝΙΖΕΛΟΣ [943,1232,1234,1280]
article-gromyko [340,63,932,395]
article-body: Ἀθρόα κρούσματα παρατύφου τύπου Β΄ ἐσημειώθησαν εἰς τὸ Λαύριον. Τοῦτο ἀνεκοινώθη χθὲς κατόπιν ἐκτάκτου σχετικῆς συσκέψεως εἰς τὸ Ὑπουργεῖον Κοινωνικῆς Προνοίας. Ἡ πηγὴ τῆς μολύνσεως παραμένει ἄγνωστος. Ἐλήφθησαν ἀμέσως ὅλα τὰ ἐνδεδειγμένα μέτρα διὰ τὴν ἀποφυγὴν ἐπεκτάσεως τῆς νόσου, ἐνῷ ἀπεστάλησαν εἰς τὸ Λαύριον ὑγειονομικὰ συνεργεῖα καὶ ἐμβόλια. [27,628,332,680]
body-text: ΘΕΣΣΑΛΟΝΙΚΗ, 20. (Τοῦ ἀνταποκριτοῦ μας).— Ὁ ὑδράργυρος ἀνῆλθε σήμερον εἰς 40 βαθμοὺς Κελσίου, ἡ μεγαλυτέρα θερμοκρασία τοῦ ἔτους. Ἀρκετὰ κρούσματα ἡλίασεως ἐσημειώθησαν εἰς τὴν πόλιν. Ἀκόντιον ἀπεσφηνώθη εἰς τὴν ὀσφὺν ἀστυφύλακος κατὰ τὴν διάρκειαν τῶν ἀγώνων. Νέαι διατάξεις διὰ τὸ προσωπικὸν ἰδιωτικῶν ἐπιχειρήσεων ἐδημοσιεύθησαν εἰς τὴν Ἐφημερίδα τῆς Κυβερνήσεως. Ὁ καιρὸς σήμερον: αἴθριος, θερμοκρασία ἀνωτέρα τῶν κανονικῶν ὁρίων εἰς ὅλην τὴν χώραν. [789,1091,927,1221]
minihead: ΠΡΟΣ ΜΕΤΑΒΟΛΗΝ ΤΗΣ ΣΟΒΙΕΤΙΚΗΣ ΠΟΛΙΤΙΚΗΣ; [512,453,610,471]
body-text: ΛΕΥΚΩΣΙΑ, 20. (Τοῦ ἀνταποκριτοῦ μας).— Ὁ Ἀρχιεπίσκοπος Μακάριος ἐδήλωσε σήμερον ὅτι δὲν ὑπάρχει διαφωνία μεταξὺ αὐτοῦ καὶ τοῦ στρατηγοῦ Γρίβα, καὶ ὅτι αἱ σχετικαὶ εἰδήσεις τῶν ξένων ἐφημερίδων εἶναι ἀνακριβεῖς. Ὁ Μακάριος ἐτόνισεν ὅτι ἡ συνεργασία τοῦ κυπριακοῦ λαοῦ εἶναι ἀπαραίτητος διὰ τὴν ἐπιτυχίαν τοῦ ἔργου τῆς ἀνασυγκροτήσεως. Ἀναφερθεὶς εἰς τὸ ζήτημα τῶν ὅπλων ἐδήλωσεν ὅτι αὐτὰ θὰ παραδοθοῦν συμφώνως πρὸς τὰς συμφωνίας. Ἡ τουρκικὴ μειονότης ἐξέφρασε τὴν ἱκανοποίησίν της διὰ τὰς δηλώσεις τοῦ Ἀρχιεπισκόπου. [344,1218,485,1356]
article-body: ΒΑΡΣΟΒΙΑ, 20. (Ρώυτερ).— «Ὡς βλέπετε, θὰ νικήσωμεν καὶ ἄνευ πολέμου», ἐδήλωσεν ὁ κ. Κρούστσεφ κατὰ τὴν ἐπίσκεψίν του εἰς τὴν Πολωνίαν. Ὁ Σοβιετικὸς πρωθυπουργὸς ἐπεσκέφθη διάφορα ἐργοστάσια καὶ ὡμίλησε πρὸς τοὺς ἐργάτας, τονίσας ὅτι τὸ σοσιαλιστικὸν σύστημα θὰ ὑπερισχύσῃ εἰς τὸν εἰρηνικὸν ἀνταγωνισμόν. Ἡ Δύσις, εἶπε, θὰ ἀναγκασθῇ νὰ ἀναγνωρίσῃ τὴν πραγματικότητα. [940,959,1237,1012]
article-griva-attack [22,63,337,367]
minihead: ΑΥΤΟΚΤΟΝΙΑ ΙΔΙΩΤΙΚΟΥ ΥΠΑΛΛΗΛΟΥ [810,1376,907,1395]
article-body [344,179,927,329]
minihead: Η ΥΠΟΘΕΣΙΣ ΤΩΝ ΟΠΛΩΝ [363,1512,465,1521]
body-text: ΓΕΝΕΥΗ, 20. (Γιουνάιτεντ — Ρώυτερ — Γαλ. Πρ.).— Ὁ Σοβιετικὸς Ὑπουργὸς τῶν Ἐξωτερικῶν κ. Γκρομύκο ἀπέρριψε σήμερον τὴν δυτικὴν πρότασιν ὅπως τὸ θέμα τῆς Γερμανίας παραπεμφθῇ εἰς μόνιμον ἐπιτροπὴν τῆς διασκέψεως, ἡ ὁποία θὰ συνέχιζε τὰς ἐργασίας της καὶ μετὰ τὴν λῆξιν τῆς παρούσης συναντήσεως τῶν Ὑπουργῶν. Ὁ κ. Γκρομύκο ἐτόνισεν ὅτι ἡ Σοβιετικὴ Ἕνωσις ἐπιμένει εἰς τὰς προτάσεις της περὶ τοῦ Βερολίνου. Ὁ Ἀμερικανὸς Ὑπουργὸς τῶν Ἐξωτερικῶν κ. Χέρτερ ἀνεκοίνωσεν ὅτι θὰ μεταβῇ εἰς τὸ Βερολίνον διὰ νὰ ἐκφράσῃ τὴν ἀλληλεγγύην τῶν Ἡνωμένων Πολιτειῶν πρὸς τὸν πληθυσμὸν τῆς πόλεως. Σήμερον θὰ πραγματοποιηθῇ νέα συνάντησις τῶν τεσσάρων Ὑπουργῶν εἰς τὴν ἕδραν τῆς Σοβιετικῆς ἀντιπροσωπείας. [540,190,732,328]
body-text: Ὁ Σ. Βενιζέλος ἀπηύθυνε ἐπίσημον ἀνακοίνωσιν πρὸς τὸν Τύπον, εἰς τὴν ὁποίαν ὑποστηρίζει ὅτι ἡ ἐπίθεσις τῶν ὑποκινητῶν ἐκ Κύπρου ἀποδεικνύει τὴν ἐνοχὴν αὐτῶν. Ὁ ἀρχηγὸς τῶν Φιλελευθέρων ἐτόνισε ὅτι ἡ ἀλήθεια θὰ λάμψῃ. ΛΟΝΔΙΝΟΝ, 20.— Τρεῖς Ἕλληνες ἐστραγαλίσθησαν εἰς ὁδὸν τοῦ Λονδίνου. ΗΡΑΚΛΕΙΟΝ, 20.— Οἱ πατατοπαραγωγοὶ διαμαρτύρονται διὰ τὴν χαμηλὴν τιμὴν τοῦ προϊόντος καὶ ζητοῦν τὴν παρέμβασιν τοῦ Κράτους. [1092,1367,1237,1471]
article-body [940,1285,1237,1607]
subhead: ΤΟΝ ΒΛΕΠΟΥΝ «ΥΠΟΨΗΦΙΟΝ ΔΙΚΤΑΤΟΡΑ» [81,178,278,190]
minihead: ΑΓΝΟΟΥΝ ΑΙ ΗΝ. ΠΟΛΙΤΕΙΑΙ [957,508,1068,516]
